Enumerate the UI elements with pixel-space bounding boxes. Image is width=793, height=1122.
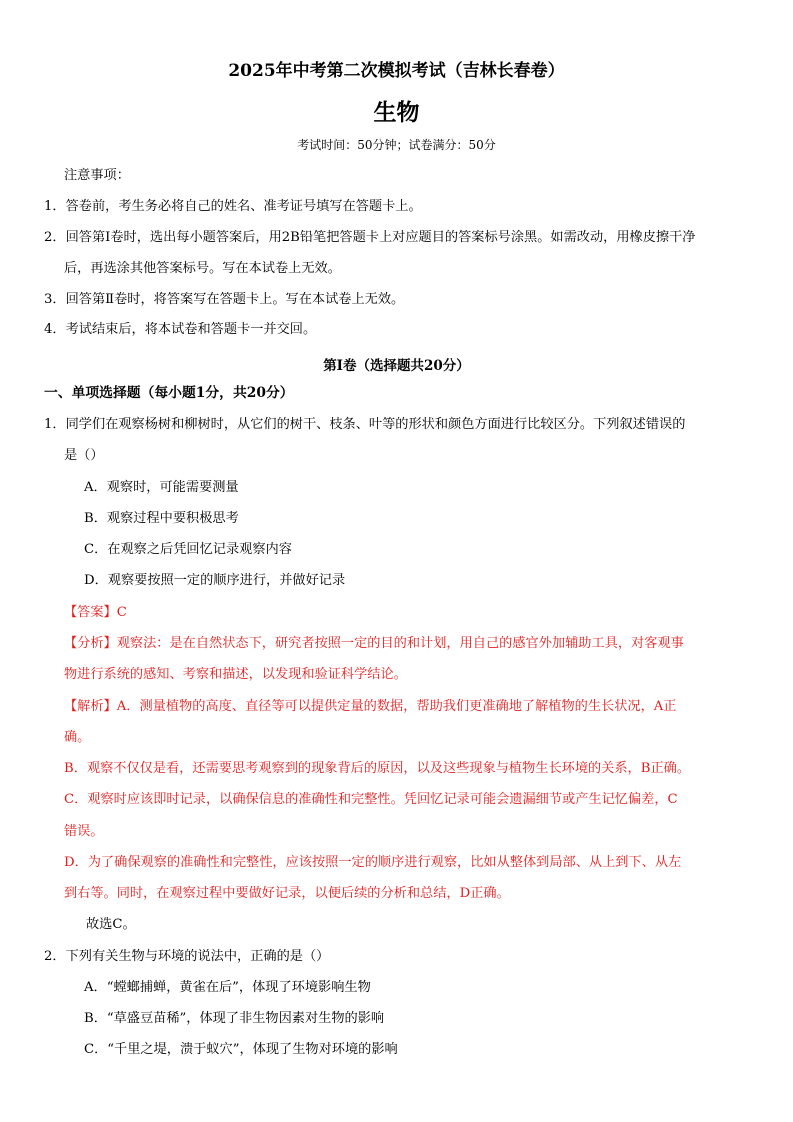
explain-a-text: A．测量植物的高度、直径等可以提供定量的数据，帮助我们更准确地了解植物的生长状况，A正 — [116, 699, 677, 714]
notice-item-4: 4．考试结束后，将本试卷和答题卡一并交回。 — [44, 322, 317, 337]
notice-heading: 注意事项： — [64, 168, 130, 183]
q2-stem: 2．下列有关生物与环境的说法中，正确的是（） — [44, 949, 330, 964]
answer-value: C — [116, 605, 127, 620]
q1-explain-line2: 确。 — [64, 730, 91, 745]
q1-stem-line1: 1．同学们在观察杨树和柳树时，从它们的树干、枝条、叶等的形状和颜色方面进行比较区分。下列叙述错误的 — [44, 417, 686, 432]
q1-explain-line1 — [64, 699, 676, 715]
q1-option-a: A．观察时，可能需要测量 — [84, 480, 239, 495]
notice-item-2-cont: 后，再选涂其他答案标号。写在本试卷上无效。 — [64, 261, 341, 276]
subject-title: 生物 — [373, 99, 420, 126]
q1-explain-b: B．观察不仅仅是看，还需要思考观察到的现象背后的原因，以及这些现象与植物生长环境的关系，B正确。 — [64, 761, 691, 776]
q1-option-b: B．观察过程中要积极思考 — [84, 511, 239, 526]
q1-option-d: D．观察要按照一定的顺序进行，并做好记录 — [84, 573, 346, 588]
q1-explain-c2: 错误。 — [64, 824, 104, 839]
section-heading: 一、单项选择题（每小题1分，共20分） — [44, 385, 294, 401]
q2-option-a: A．“螳螂捕蝉，黄雀在后”，体现了环境影响生物 — [84, 980, 371, 995]
q1-answer — [64, 605, 127, 621]
q1-explain-c1: C．观察时应该即时记录，以确保信息的准确性和完整性。凭回忆记录可能会遗漏细节或产生记忆偏差，C — [64, 792, 678, 807]
analysis-label: 【分析】 — [64, 636, 117, 651]
exam-info: 考试时间：50分钟；试卷满分：50分 — [297, 138, 496, 152]
explain-label: 【解析】 — [64, 699, 117, 714]
q1-analysis-line1 — [64, 636, 684, 652]
q1-analysis-line2: 物进行系统的感知、考察和描述，以发现和验证科学结论。 — [64, 667, 407, 682]
q1-option-c: C．在观察之后凭回忆记录观察内容 — [84, 542, 292, 557]
q2-option-b: B．“草盛豆苗稀”，体现了非生物因素对生物的影响 — [84, 1011, 385, 1026]
analysis-text: 观察法：是在自然状态下，研究者按照一定的目的和计划，用自己的感官外加辅助工具，对客观事 — [116, 636, 684, 651]
exam-title: 2025年中考第二次模拟考试（吉林长春卷） — [228, 61, 565, 81]
q1-conclusion: 故选C。 — [86, 917, 136, 932]
notice-item-1: 1．答卷前，考生务必将自己的姓名、准考证号填写在答题卡上。 — [44, 199, 422, 214]
q1-explain-d1: D．为了确保观察的准确性和完整性，应该按照一定的顺序进行观察，比如从整体到局部、从上到下、从左 — [64, 855, 682, 870]
q1-stem-line2: 是（） — [64, 448, 104, 463]
q2-option-c: C．“千里之堤，溃于蚁穴”，体现了生物对环境的影响 — [84, 1042, 398, 1057]
q1-explain-d2: 到右等。同时，在观察过程中要做好记录，以便后续的分析和总结，D正确。 — [64, 886, 510, 901]
notice-item-3: 3．回答第Ⅱ卷时，将答案写在答题卡上。写在本试卷上无效。 — [44, 292, 405, 307]
notice-item-2: 2．回答第Ⅰ卷时，选出每小题答案后，用2B铅笔把答题卡上对应题目的答案标号涂黑。如需改动，用橡皮擦干净 — [44, 230, 696, 245]
part1-title: 第Ⅰ卷（选择题共20分） — [323, 358, 470, 374]
answer-label: 【答案】 — [64, 605, 117, 620]
